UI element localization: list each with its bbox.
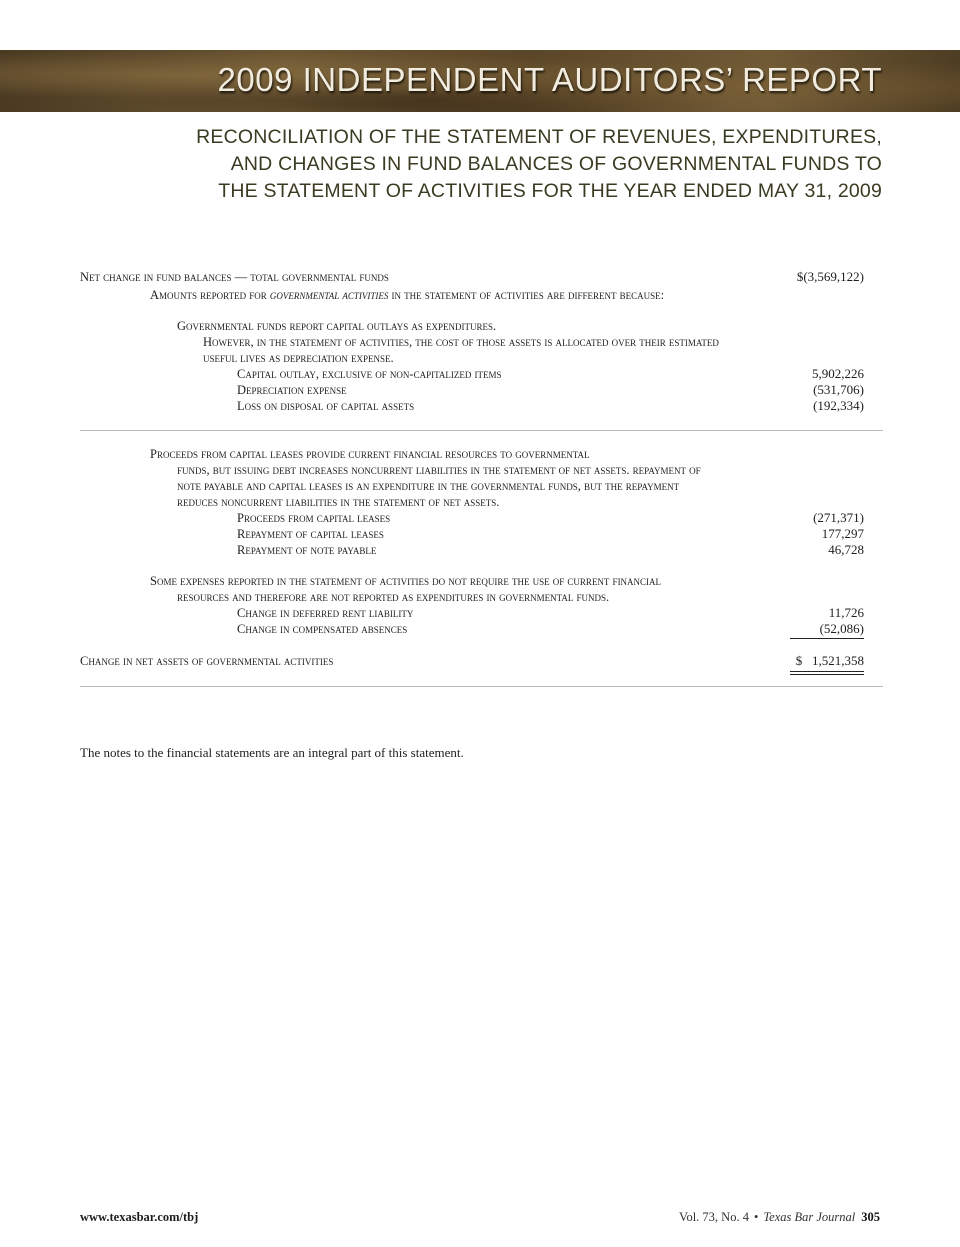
total-label: Change in net assets of governmental activities xyxy=(80,654,334,668)
net-change-label: Net change in fund balances — total governmental funds xyxy=(80,270,389,284)
depreciation-amount: (531,706) xyxy=(813,382,864,397)
capital-text-line: However, in the statement of activities, the cost of those assets is allocated over their estimated xyxy=(203,335,719,349)
total-double-underline xyxy=(790,671,864,675)
deferred-rent-amount: 11,726 xyxy=(828,605,864,620)
expenses-text-line: Some expenses reported in the statement of activities do not require the use of current financial xyxy=(150,574,662,588)
statement-note: The notes to the financial statements are an integral part of this statement. xyxy=(80,745,464,760)
deferred-rent-label: Change in deferred rent liability xyxy=(237,606,414,620)
intro-text xyxy=(150,287,664,303)
proceeds-leases-label: Proceeds from capital leases xyxy=(237,511,391,525)
subtitle-line: RECONCILIATION OF THE STATEMENT OF REVENUES, EXPENDITURES, xyxy=(196,126,882,148)
footer-volume: Vol. 73, No. 4 xyxy=(679,1210,749,1224)
section-divider xyxy=(80,686,883,687)
section-divider xyxy=(80,430,883,431)
capital-text-line: useful lives as depreciation expense. xyxy=(203,351,394,365)
expenses-text-line: resources and therefore are not reported as expenditures in governmental funds. xyxy=(177,590,610,604)
footer-citation xyxy=(679,1210,880,1225)
compensated-absences-label: Change in compensated absences xyxy=(237,622,408,636)
total-amount: $ 1,521,358 xyxy=(795,653,864,668)
repayment-note-label: Repayment of note payable xyxy=(237,543,377,557)
proceeds-leases-amount: (271,371) xyxy=(813,510,864,525)
loss-disposal-label: Loss on disposal of capital assets xyxy=(237,399,415,413)
net-change-amount: $(3,569,122) xyxy=(796,269,864,284)
footer-bullet: • xyxy=(753,1210,759,1224)
leases-text-line: reduces noncurrent liabilities in the statement of net assets. xyxy=(177,495,500,509)
statement-subtitle xyxy=(122,124,882,205)
leases-text-line: funds, but issuing debt increases noncurrent liabilities in the statement of net assets. repayment of xyxy=(177,463,701,477)
depreciation-label: Depreciation expense xyxy=(237,383,347,397)
footer-journal: Texas Bar Journal xyxy=(763,1210,856,1224)
header-banner xyxy=(0,50,960,112)
leases-text-line: note payable and capital leases is an expenditure in the governmental funds, but the repayment xyxy=(177,479,680,493)
repayment-note-amount: 46,728 xyxy=(828,542,864,557)
subtitle-line: THE STATEMENT OF ACTIVITIES FOR THE YEAR ENDED MAY 31, 2009 xyxy=(218,180,882,202)
repayment-leases-label: Repayment of capital leases xyxy=(237,527,384,541)
subtotal-underline xyxy=(790,638,864,639)
subtitle-line: AND CHANGES IN FUND BALANCES OF GOVERNMENTAL FUNDS TO xyxy=(230,153,882,175)
intro-suffix: in the statement of activities are different because: xyxy=(391,288,665,302)
leases-text-line: Proceeds from capital leases provide current financial resources to governmental xyxy=(150,447,590,461)
intro-italic: governmental activities xyxy=(269,288,389,302)
intro-prefix: Amounts reported for xyxy=(150,288,267,302)
page-number: 305 xyxy=(861,1210,880,1224)
capital-text-line: Governmental funds report capital outlays as expenditures. xyxy=(177,319,497,333)
banner-title: 2009 INDEPENDENT AUDITORS’ REPORT xyxy=(217,61,882,98)
footer-url: www.texasbar.com/tbj xyxy=(80,1210,199,1224)
compensated-absences-amount: (52,086) xyxy=(819,621,864,636)
repayment-leases-amount: 177,297 xyxy=(821,526,864,541)
capital-outlay-amount: 5,902,226 xyxy=(812,366,864,381)
loss-disposal-amount: (192,334) xyxy=(813,398,864,413)
capital-outlay-label: Capital outlay, exclusive of non-capitalized items xyxy=(237,367,502,381)
